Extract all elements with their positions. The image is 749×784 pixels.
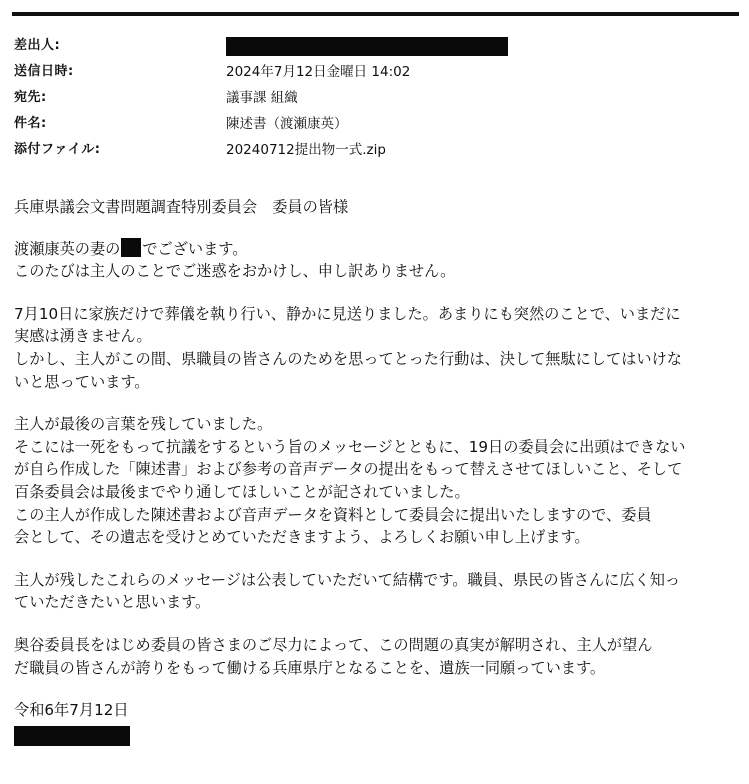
paragraph-line: 会として、その遺志を受けとめていただきますよう、よろしくお願い申し上げます。 [14, 528, 590, 547]
intro-text-after: でございます。 [142, 239, 248, 258]
funeral-paragraph [14, 303, 736, 393]
attachment-label: 添付ファイル: [14, 142, 101, 157]
sender-label: 差出人: [14, 38, 61, 53]
last-words-paragraph [14, 413, 736, 549]
subject-label: 件名: [14, 116, 47, 131]
to-value: 議事課 組織 [226, 90, 298, 106]
email-header [14, 33, 734, 163]
paragraph-line: ていただきたいと思います。 [14, 593, 211, 612]
paragraph-line: 主人が残したこれらのメッセージは公表していただいて結構です。職員、県民の皆さんに広く知っ [14, 570, 681, 589]
publication-paragraph [14, 569, 736, 614]
paragraph-line: 実感は湧きません。 [14, 327, 152, 346]
attachment-row [14, 137, 734, 163]
paragraph-line: いと思っています。 [14, 372, 150, 391]
intro-paragraph [14, 238, 736, 283]
sent-value: 2024年7月12日金曜日 14:02 [226, 64, 411, 80]
to-label: 宛先: [14, 90, 47, 105]
subject-value: 陳述書（渡瀬康英） [226, 116, 348, 132]
letter-body [14, 196, 736, 746]
sender-row [14, 33, 734, 59]
attachment-value: 20240712提出物一式.zip [226, 142, 386, 158]
intro-line-1 [14, 238, 736, 261]
salutation-line: 兵庫県議会文書問題調査特別委員会 委員の皆様 [14, 198, 349, 216]
paragraph-line: そこには一死をもって抗議をするという旨のメッセージとともに、19日の委員会に出頭はできない [14, 437, 686, 456]
subject-row [14, 111, 734, 137]
paragraph-line: が自ら作成した「陳述書」および参考の音声データの提出をもって替えさせてほしいこと、そして [14, 460, 683, 479]
paragraph-line: しかし、主人がこの間、県職員の皆さんのためを思ってとった行動は、決して無駄にしてはいけな [14, 349, 682, 368]
paragraph-line: 奥谷委員長をはじめ委員の皆さまのご尽力によって、この問題の真実が解明され、主人が望ん [14, 635, 653, 654]
paragraph-line: だ職員の皆さんが誇りをもって働ける兵庫県庁となることを、遺族一同願っています。 [14, 658, 606, 677]
sent-row [14, 59, 734, 85]
to-row [14, 85, 734, 111]
signature-block [14, 699, 736, 746]
name-redaction [121, 238, 141, 257]
sender-redaction [226, 37, 508, 56]
intro-line-2: このたびは主人のことでご迷惑をおかけし、申し訳ありません。 [14, 262, 456, 281]
paragraph-line: 主人が最後の言葉を残していました。 [14, 415, 273, 434]
paragraph-line: 7月10日に家族だけで葬儀を執り行い、静かに見送りました。あまりにも突然のことで、いまだに [14, 304, 681, 323]
signature-redaction [14, 726, 130, 746]
paragraph-line: 百条委員会は最後までやり通してほしいことが記されていました。 [14, 482, 470, 501]
paragraph-line: この主人が作成した陳述書および音声データを資料として委員会に提出いたしますので、委員 [14, 505, 652, 524]
salutation [14, 196, 736, 219]
sent-label: 送信日時: [14, 64, 74, 79]
header-top-rule [12, 12, 739, 16]
letter-date: 令和6年7月12日 [14, 701, 129, 720]
closing-paragraph [14, 634, 736, 679]
intro-text-before: 渡瀬康英の妻の [14, 239, 121, 258]
